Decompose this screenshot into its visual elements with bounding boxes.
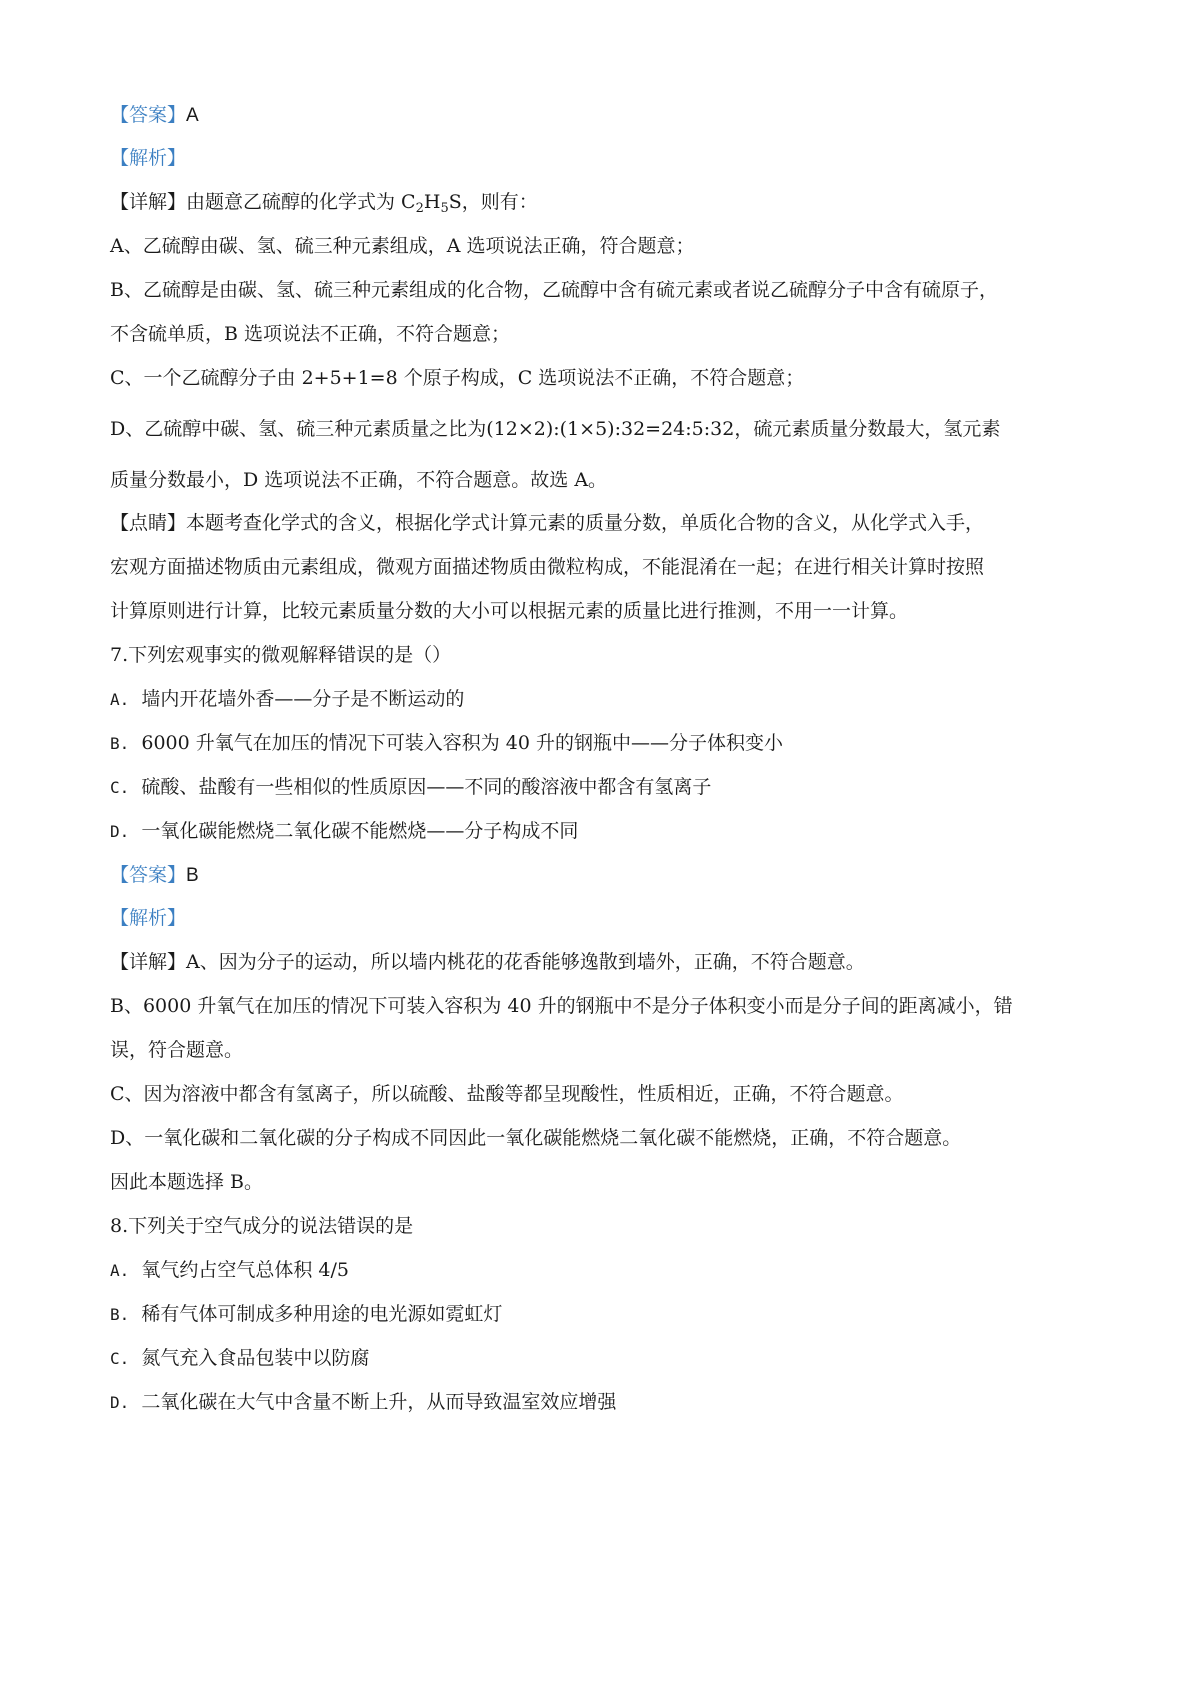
q7-detail-c: C、因为溶液中都含有氢离子，所以硫酸、盐酸等都呈现酸性，性质相近，正确，不符合题意。 (110, 1083, 904, 1105)
q6-detail-intro: 【详解】由题意乙硫醇的化学式为 $C_2H_5S$，则有： (110, 191, 538, 216)
q6-answer-line (110, 103, 1100, 128)
q8-option-a: A. 氧气约占空气总体积 4/5 (110, 1259, 349, 1281)
q8-option-c: C. 氮气充入食品包装中以防腐 (110, 1347, 370, 1369)
q7-question: 7.下列宏观事实的微观解释错误的是（） (110, 644, 452, 666)
q7-option-b: B. 6000 升氧气在加压的情况下可装入容积为 40 升的钢瓶中——分子体积变小 (110, 732, 784, 754)
q6-tip-line1: 【点睛】本题考查化学式的含义，根据化学式计算元素的质量分数，单质化合物的含义，从化学式入手， (110, 512, 985, 534)
q8-option-d: D. 二氧化碳在大气中含量不断上升，从而导致温室效应增强 (110, 1391, 617, 1413)
q7-answer-line (110, 863, 1100, 888)
q7-option-a: A. 墙内开花墙外香——分子是不断运动的 (110, 688, 465, 710)
q6-detail-a: A、乙硫醇由碳、氢、硫三种元素组成，A 选项说法正确，符合题意； (110, 235, 695, 257)
q7-answer-tag: 【答案】 (110, 864, 187, 886)
q6-detail-b1: B、乙硫醇是由碳、氢、硫三种元素组成的化合物，乙硫醇中含有硫元素或者说乙硫醇分子中含有硫原子， (110, 279, 998, 301)
mass-ratio-formula: (12×2):(1×5):32=24:5:32 (486, 418, 735, 440)
q6-answer-tag: 【答案】 (110, 104, 187, 126)
q8-option-b: B. 稀有气体可制成多种用途的电光源如霓虹灯 (110, 1303, 503, 1325)
q6-tip-line3: 计算原则进行计算，比较元素质量分数的大小可以根据元素的质量比进行推测，不用一一计算。 (110, 600, 909, 622)
q6-tip-tag: 【点睛】 (110, 512, 187, 534)
q7-option-c: C. 硫酸、盐酸有一些相似的性质原因——不同的酸溶液中都含有氢离子 (110, 776, 712, 798)
q7-detail-d: D、一氧化碳和二氧化碳的分子构成不同因此一氧化碳能燃烧二氧化碳不能燃烧，正确，不符合题意。 (110, 1127, 962, 1149)
q6-tip-line2: 宏观方面描述物质由元素组成，微观方面描述物质由微粒构成，不能混淆在一起；在进行相关计算时按照 (110, 556, 985, 578)
q7-detail-a: 【详解】A、因为分子的运动，所以墙内桃花的花香能够逸散到墙外，正确，不符合题意。 (110, 951, 865, 973)
q6-detail-d1: D、乙硫醇中碳、氢、硫三种元素质量之比为(12×2):(1×5):32=24:5:32，硫元素质量分数最大，氢元素 (110, 418, 1001, 440)
q7-analysis-tag: 【解析】 (110, 907, 187, 929)
q7-detail-tag: 【详解】 (110, 951, 187, 973)
q6-detail-d2: 质量分数最小，D 选项说法不正确，不符合题意。故选 A。 (110, 469, 608, 491)
q7-answer-value: B (186, 865, 199, 886)
q6-detail-b2: 不含硫单质，B 选项说法不正确，不符合题意； (110, 323, 511, 345)
q6-analysis-line (110, 146, 1100, 170)
q6-answer-value: A (186, 105, 199, 126)
q6-analysis-tag: 【解析】 (110, 147, 187, 169)
q8-question: 8.下列关于空气成分的说法错误的是 (110, 1215, 414, 1237)
q7-detail-b1: B、6000 升氧气在加压的情况下可装入容积为 40 升的钢瓶中不是分子体积变小而是分子间的距离减小，错 (110, 995, 1013, 1017)
q7-option-d: D. 一氧化碳能燃烧二氧化碳不能燃烧——分子构成不同 (110, 820, 579, 842)
q6-detail-c: C、一个乙硫醇分子由 2+5+1=8 个原子构成，C 选项说法不正确，不符合题意； (110, 367, 805, 389)
q7-conclusion: 因此本题选择 B。 (110, 1171, 264, 1193)
q7-detail-b2: 误，符合题意。 (110, 1039, 244, 1061)
q6-detail-tag: 【详解】 (110, 191, 187, 213)
q7-analysis-line (110, 906, 1100, 930)
